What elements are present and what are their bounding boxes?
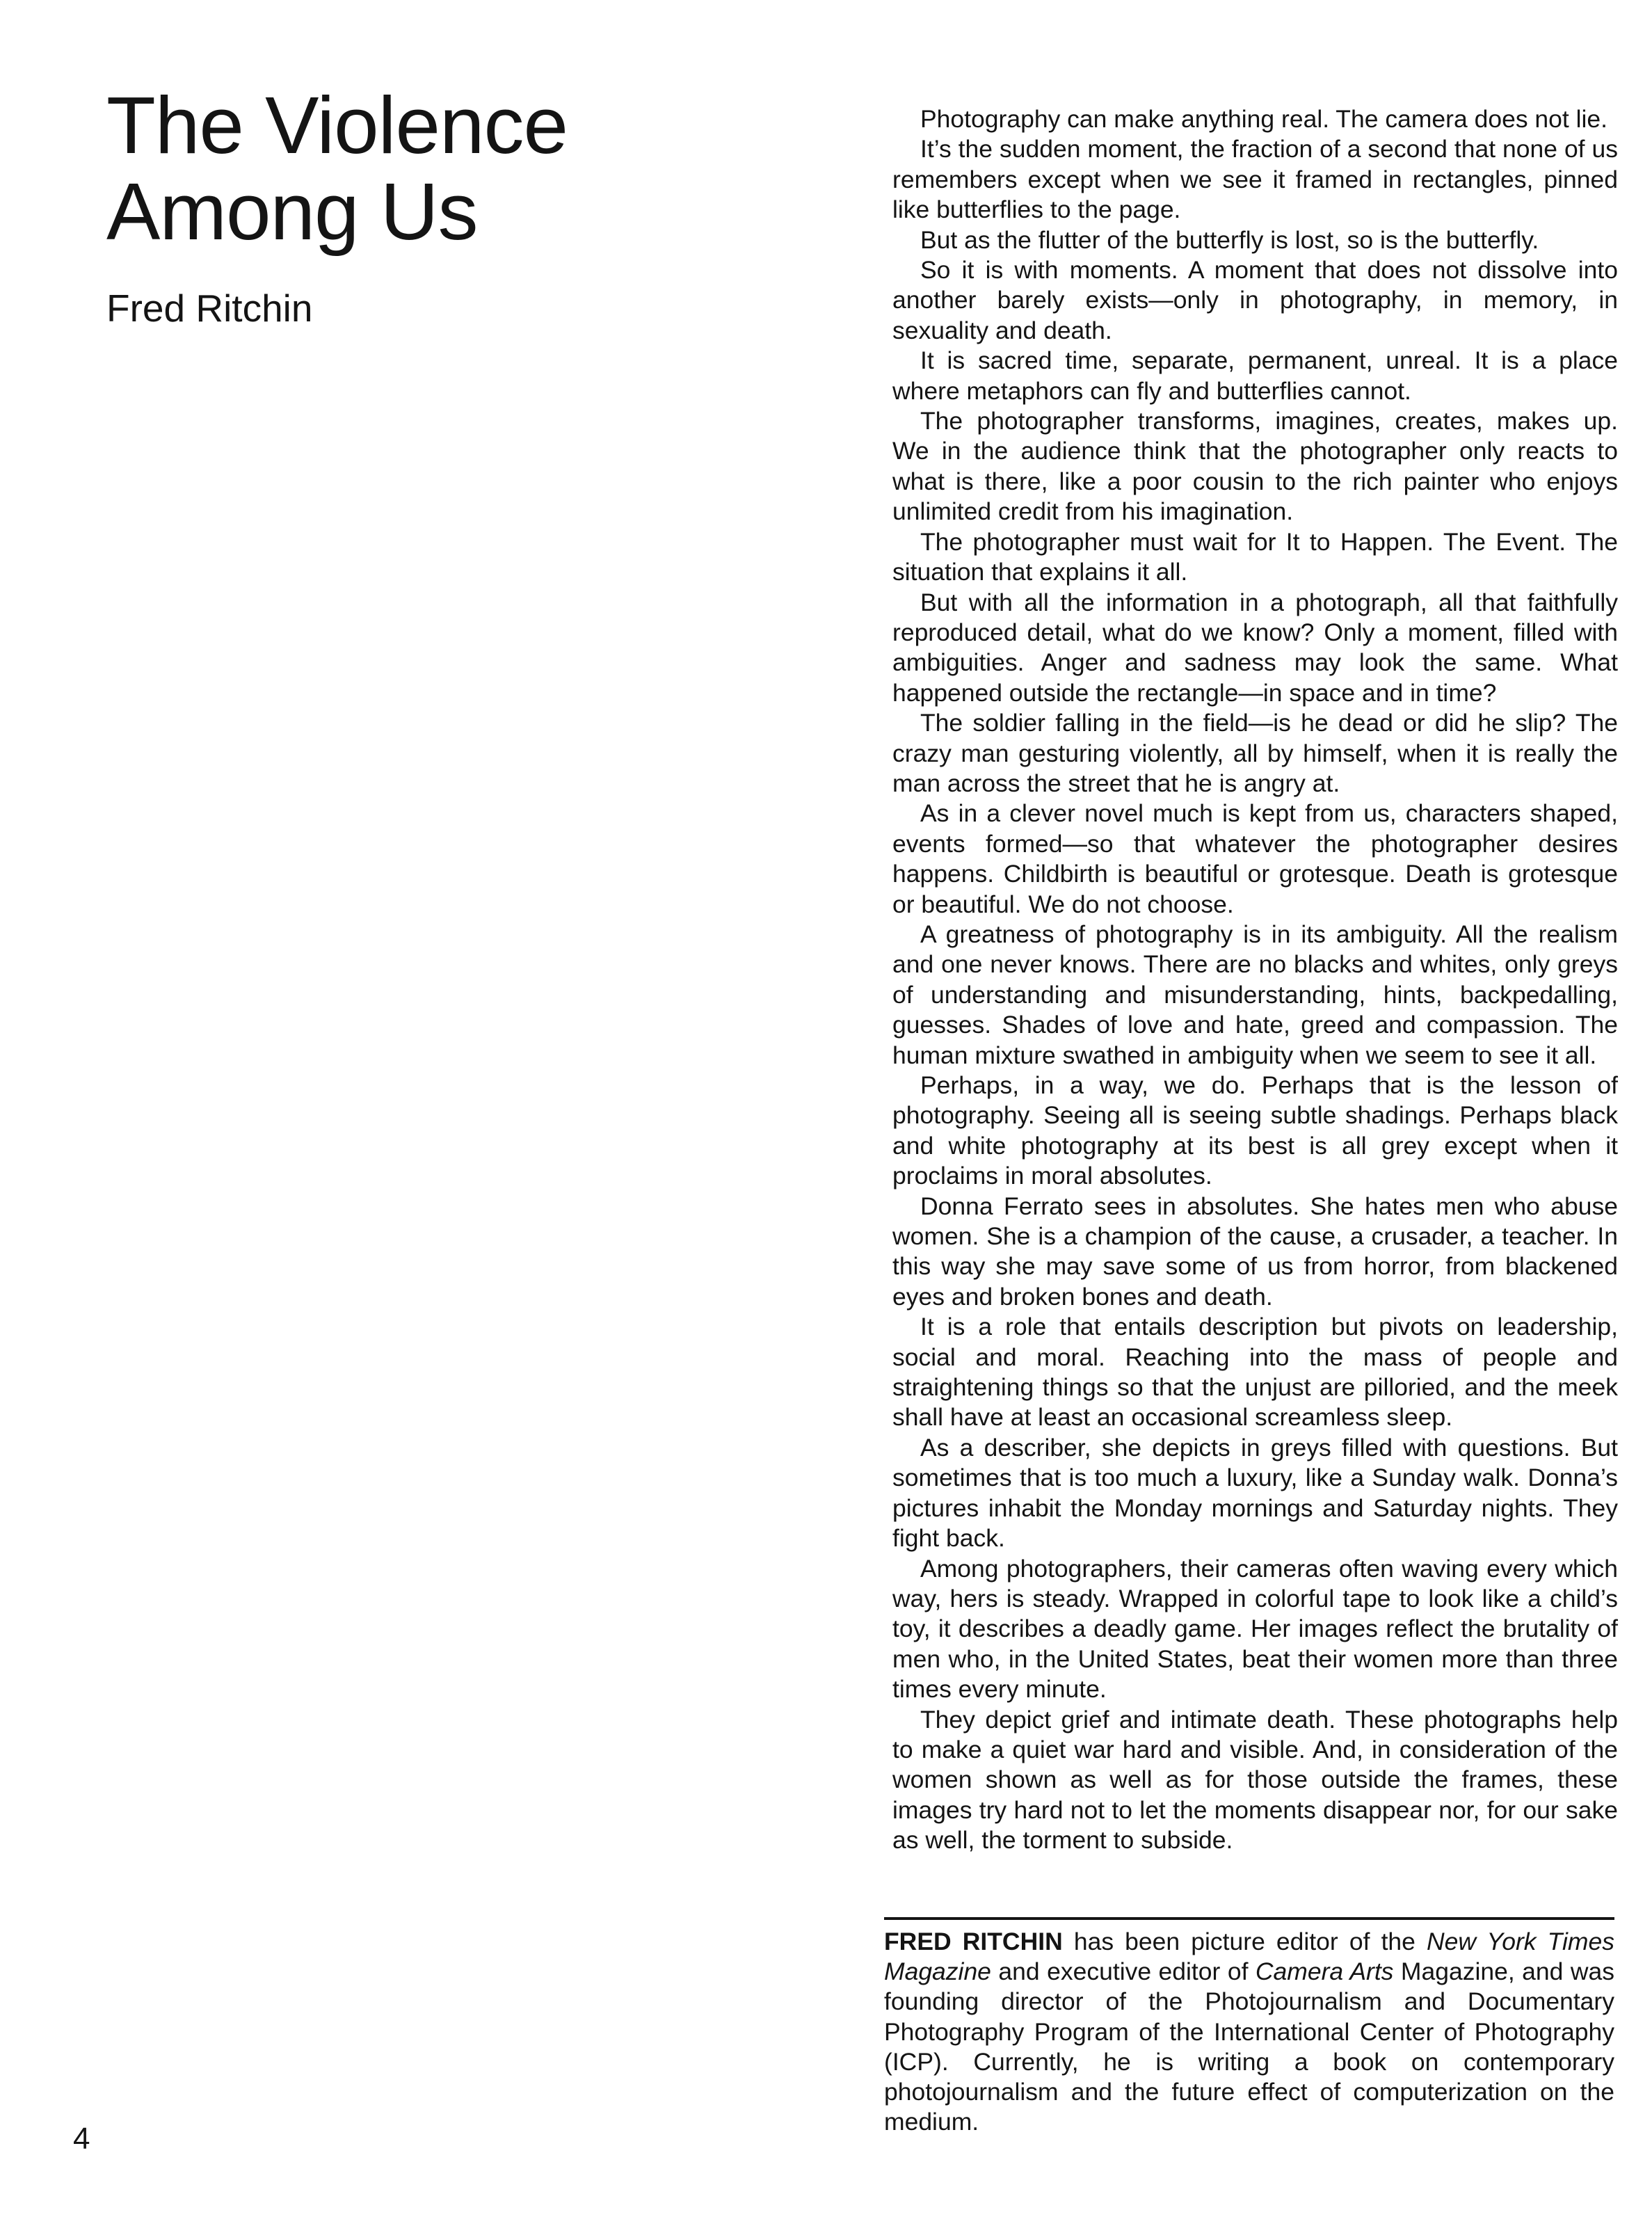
body-paragraph: But as the flutter of the butterfly is lost, so is the butterfly. <box>920 225 1539 254</box>
body-paragraph: The photographer must wait for It to Happen. The Event. The situation that explains it all. <box>892 527 1618 586</box>
body-paragraph: It is sacred time, separate, permanent, unreal. It is a place where metaphors can fly and butterflies cannot. <box>892 346 1618 405</box>
body-paragraph: Perhaps, in a way, we do. Perhaps that is the lesson of photography. Seeing all is seeing subtle shadings. Perhaps black and white photography at its best is all grey except when it proclaims in moral absolutes. <box>892 1071 1618 1190</box>
bio-publication: Camera Arts <box>1255 1957 1394 1986</box>
bio-text: Magazine, and was founding director of the Photojournalism and Documentary Photography Program of the International Center of Photography (ICP). Currently, he is writing a book on contemporary photojournalism and the future effect of computerization on the medium. <box>884 1957 1614 2136</box>
body-paragraph: They depict grief and intimate death. These photographs help to make a quiet war hard and visible. And, in consideration of the women shown as well as for those outside the frames, these images try hard not to let the moments disappear nor, for our sake as well, the torment to subside. <box>892 1705 1618 1855</box>
body-paragraph: Among photographers, their cameras often waving every which way, hers is steady. Wrapped in colorful tape to look like a child’s toy, it describes a deadly game. Her images reflect the brutality of men who, in the United States, beat their women more than three times every minute. <box>892 1554 1618 1704</box>
body-paragraph: So it is with moments. A moment that does not dissolve into another barely exists—only in photography, in memory, in sexuality and death. <box>892 256 1618 344</box>
body-paragraph: As a describer, she depicts in greys filled with questions. But sometimes that is too much a luxury, like a Sunday walk. Donna’s pictures inhabit the Monday mornings and Saturday nights. They fight back. <box>892 1433 1618 1553</box>
article-title <box>106 82 732 255</box>
body-paragraph: A greatness of photography is in its ambiguity. All the realism and one never knows. There are no blacks and whites, only greys of understanding and misunderstanding, hints, backpedalling, guesses. Shades of love and hate, greed and compassion. The human mixture swathed in ambiguity when we seem to see it all. <box>892 920 1618 1069</box>
author-bio <box>884 1927 1614 2137</box>
body-paragraph: Photography can make anything real. The camera does not lie. <box>920 105 1608 133</box>
page-number: 4 <box>73 2122 90 2156</box>
body-paragraph: The soldier falling in the field—is he dead or did he slip? The crazy man gesturing violently, all by himself, when it is really the man across the street that he is angry at. <box>892 709 1618 797</box>
body-paragraph: The photographer transforms, imagines, creates, makes up. We in the audience think that the photographer only reacts to what is there, like a poor cousin to the rich painter who enjoys unlimited credit from his imagination. <box>892 407 1618 526</box>
bio-text: and executive editor of <box>991 1957 1256 1986</box>
body-paragraph: But with all the information in a photograph, all that faithfully reproduced detail, what do we know? Only a moment, filled with ambiguities. Anger and sadness may look the same. What happened outside the rectangle—in space and in time? <box>892 588 1618 707</box>
bio-publication: New York Times Magazine <box>884 1928 1614 1986</box>
article-author: Fred Ritchin <box>106 287 313 330</box>
body-paragraph: Donna Ferrato sees in absolutes. She hates men who abuse women. She is a champion of the cause, a crusader, a teacher. In this way she may save some of us from horror, from blackened eyes and broken bones and death. <box>892 1192 1618 1311</box>
body-paragraph: It is a role that entails description but pivots on leadership, social and moral. Reaching into the mass of people and straightening things so that the unjust are pilloried, and the meek shall have at least an occasional screamless sleep. <box>892 1313 1618 1432</box>
bio-author-name: FRED RITCHIN <box>884 1928 1063 1955</box>
bio-divider <box>884 1917 1614 1920</box>
article-body <box>892 104 1618 1856</box>
article-title-line-1: The Violence <box>106 80 568 170</box>
body-paragraph: It’s the sudden moment, the fraction of a second that none of us remembers except when we see it framed in rectangles, pinned like butterflies to the page. <box>892 135 1618 224</box>
bio-text: has been picture editor of the <box>1062 1928 1427 1955</box>
body-paragraph: As in a clever novel much is kept from us, characters shaped, events formed—so that whatever the photographer desires happens. Childbirth is beautiful or grotesque. Death is grotesque or beautiful. We do not choose. <box>892 799 1618 918</box>
article-title-line-2: Among Us <box>106 166 478 257</box>
